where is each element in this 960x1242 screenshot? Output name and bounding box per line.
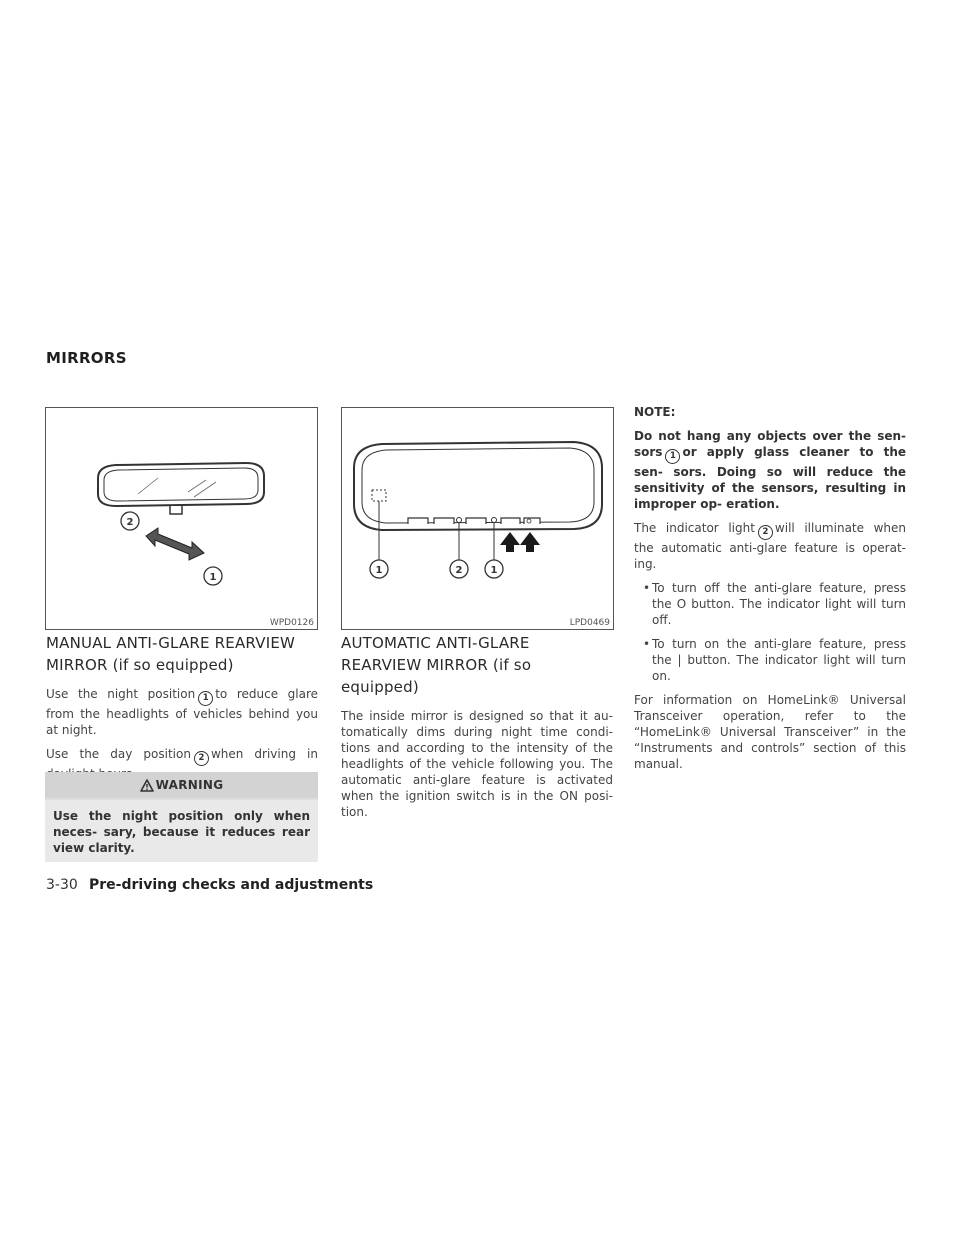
mid-callout-1b: 1 <box>490 565 498 576</box>
bullet-item-off: • To turn off the anti-glare feature, press the O button. The indicator light will turn off. <box>643 581 906 627</box>
mid-callout-2: 2 <box>455 565 463 576</box>
figure-code: LPD0469 <box>569 618 610 628</box>
bullet-item-on: • To turn on the anti-glare feature, press the | button. The indicator light will turn on. <box>643 637 906 683</box>
automatic-heading: AUTOMATIC ANTI-GLARE REARVIEW MIRROR (if so equipped) <box>341 634 532 696</box>
page-number: 3-30 <box>46 877 78 893</box>
automatic-paragraph: The inside mirror is designed so that it au- tomatically dims during night time condi- tions and according to the intensity of the headlights of the vehicle following you. The automatic anti-glare feature is activated when the ignition switch is in the ON posi- tion. <box>341 709 613 819</box>
note-label: NOTE: <box>634 405 676 419</box>
callout-2-icon: 2 <box>194 751 209 766</box>
left-callout-2: 2 <box>126 517 134 528</box>
figure-automatic-mirror <box>341 407 614 630</box>
warning-triangle-icon <box>140 779 154 792</box>
warning-header <box>45 772 318 798</box>
figure-manual-mirror <box>45 407 318 630</box>
automatic-mirror-illustration <box>342 408 613 629</box>
figure-code: WPD0126 <box>269 618 314 628</box>
automatic-section <box>341 632 613 820</box>
manual-section <box>46 632 318 782</box>
section-title: MIRRORS <box>46 349 127 367</box>
callout-1-icon: 1 <box>665 449 680 464</box>
callout-2-icon: 2 <box>758 525 773 540</box>
warning-box <box>45 772 318 862</box>
manual-mirror-illustration <box>46 408 317 629</box>
chapter-title: Pre-driving checks and adjustments <box>89 877 374 893</box>
note-section <box>634 404 906 772</box>
callout-1-icon: 1 <box>198 691 213 706</box>
manual-paragraph-1: Use the night position 1 to reduce glare from the headlights of vehicles behind you at night. <box>46 687 318 737</box>
warning-label: WARNING <box>155 778 224 792</box>
homelink-paragraph: For information on HomeLink® Universal Transceiver operation, refer to the “HomeLink® Universal Transceiver” in the “Instruments and controls” section of this manual. <box>634 693 906 771</box>
warning-text: Use the night position only when neces- sary, because it reduces rear view clarity. <box>45 800 318 862</box>
bullet-dot-icon: • <box>643 581 651 595</box>
indicator-paragraph: The indicator light 2 will illuminate when the automatic anti-glare feature is operat- ing. <box>634 521 906 571</box>
mid-callout-1a: 1 <box>375 565 383 576</box>
manual-heading: MANUAL ANTI-GLARE REARVIEW MIRROR (if so equipped) <box>46 634 296 674</box>
left-callout-1: 1 <box>209 572 217 583</box>
manual-paragraph-2: Use the day position 2 when driving in <box>46 746 318 782</box>
bullet-dot-icon: • <box>643 637 651 651</box>
note-text: Do not hang any objects over the sen- sors 1 or apply glass cleaner to the sen- sors. Doing so will reduce the sensitivity of the sensors, resulting in improper op- eration. <box>634 429 906 511</box>
